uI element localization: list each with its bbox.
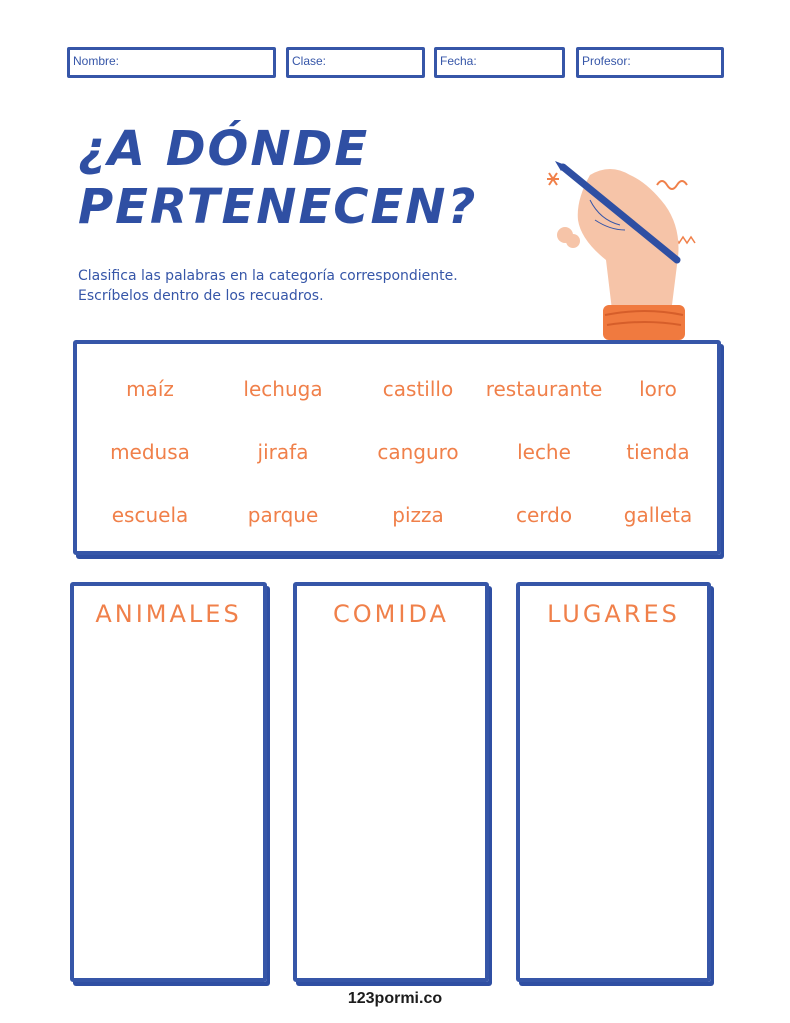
footer-site: 123pormi.co [347, 990, 443, 1007]
date-label: Fecha: [440, 54, 477, 68]
word-castillo: castillo [382, 377, 454, 401]
word-jirafa: jirafa [257, 440, 309, 464]
teacher-field[interactable] [576, 47, 724, 78]
word-medusa: medusa [110, 440, 190, 464]
page-title [78, 120, 518, 236]
word-pizza: pizza [392, 503, 444, 527]
category-comida-box[interactable] [293, 582, 489, 982]
instructions [78, 266, 518, 306]
category-animales-box[interactable] [70, 582, 267, 982]
word-lechuga: lechuga [243, 377, 323, 401]
hand-holding-pen-illustration [535, 155, 705, 344]
word-leche: leche [517, 440, 571, 464]
category-comida-title: COMIDA [333, 600, 449, 628]
name-field[interactable] [67, 47, 276, 78]
title-line-2: PERTENECEN? [78, 179, 478, 235]
teacher-label: Profesor: [582, 54, 631, 68]
date-field[interactable] [434, 47, 565, 78]
word-tienda: tienda [626, 440, 690, 464]
instruction-line-2: Escríbelos dentro de los recuadros. [78, 288, 324, 304]
title-line-1: ¿A DÓNDE [78, 121, 370, 177]
sparkle-icon [547, 173, 559, 185]
category-animales-title: ANIMALES [95, 600, 242, 628]
name-label: Nombre: [73, 54, 120, 68]
word-canguro: canguro [377, 440, 459, 464]
word-galleta: galleta [623, 503, 693, 527]
category-lugares-box[interactable] [516, 582, 711, 982]
word-maiz: maíz [126, 377, 174, 401]
word-cerdo: cerdo [515, 503, 573, 527]
class-label: Clase: [292, 54, 327, 68]
word-escuela: escuela [111, 503, 189, 527]
category-lugares-title: LUGARES [547, 600, 680, 628]
word-parque: parque [247, 503, 319, 527]
word-bank [73, 340, 721, 555]
word-restaurante: restaurante [485, 377, 603, 401]
instruction-line-1: Clasifica las palabras en la categoría correspondiente. [78, 268, 458, 284]
squiggle-icon [657, 181, 687, 189]
class-field[interactable] [286, 47, 425, 78]
word-loro: loro [639, 377, 677, 401]
